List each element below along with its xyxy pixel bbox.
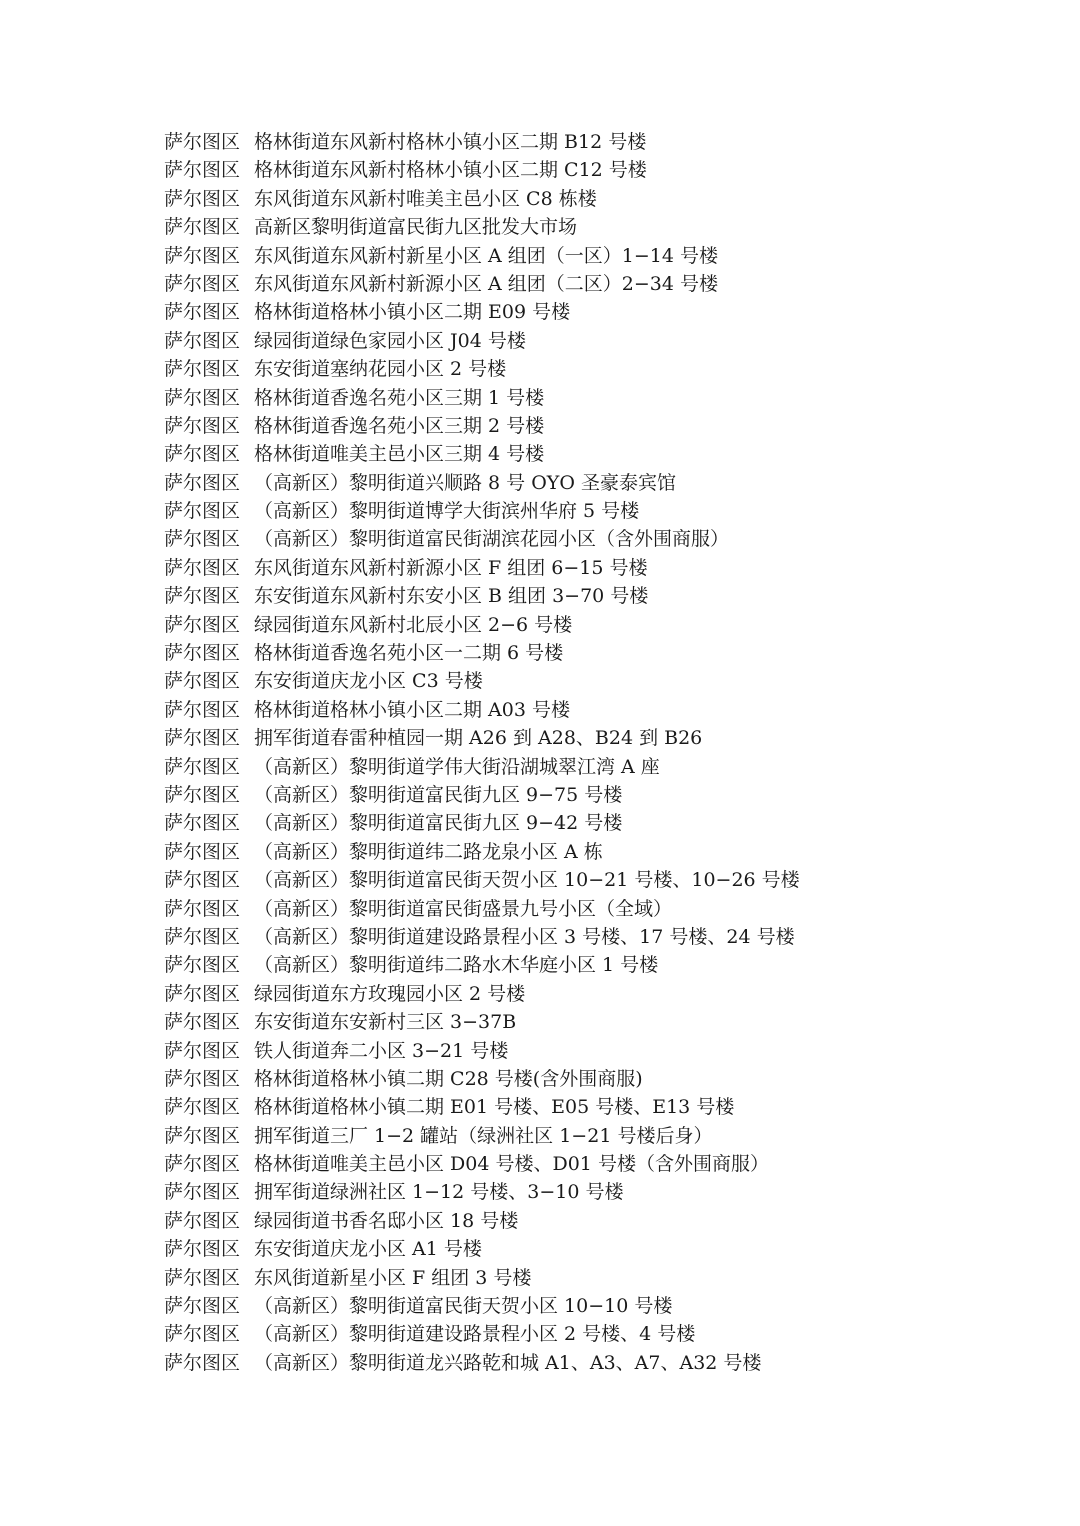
address-row <box>164 298 800 326</box>
district-label: 萨尔图区 <box>164 982 241 1005</box>
district-label: 萨尔图区 <box>164 1124 241 1147</box>
district-label: 萨尔图区 <box>164 1011 241 1034</box>
district-label: 萨尔图区 <box>164 471 241 494</box>
address-row <box>164 384 800 412</box>
address-row <box>164 781 800 809</box>
address-row <box>164 724 800 752</box>
address-detail: （高新区）黎明街道兴顺路 8 号 OYO 圣豪泰宾馆 <box>254 471 676 494</box>
address-detail: 格林街道唯美主邑小区三期 4 号楼 <box>254 443 545 466</box>
address-row <box>164 1122 800 1150</box>
address-detail: （高新区）黎明街道富民街天贺小区 10−10 号楼 <box>254 1295 673 1318</box>
district-label: 萨尔图区 <box>164 698 241 721</box>
district-label: 萨尔图区 <box>164 500 241 523</box>
address-row <box>164 1235 800 1263</box>
district-label: 萨尔图区 <box>164 358 241 381</box>
address-row <box>164 667 800 695</box>
address-detail: （高新区）黎明街道建设路景程小区 3 号楼、17 号楼、24 号楼 <box>254 925 795 948</box>
address-row <box>164 1150 800 1178</box>
address-detail: （高新区）黎明街道富民街盛景九号小区（全域） <box>254 897 673 920</box>
address-row <box>164 412 800 440</box>
district-label: 萨尔图区 <box>164 1096 241 1119</box>
district-label: 萨尔图区 <box>164 528 241 551</box>
address-row <box>164 582 800 610</box>
address-detail: （高新区）黎明街道富民街九区 9−75 号楼 <box>254 783 623 806</box>
address-row <box>164 270 800 298</box>
address-detail: 东安街道庆龙小区 C3 号楼 <box>254 670 483 693</box>
district-label: 萨尔图区 <box>164 1153 241 1176</box>
district-label: 萨尔图区 <box>164 1323 241 1346</box>
address-detail: 拥军街道绿洲社区 1−12 号楼、3−10 号楼 <box>254 1181 624 1204</box>
district-label: 萨尔图区 <box>164 272 241 295</box>
district-label: 萨尔图区 <box>164 812 241 835</box>
address-detail: 东安街道东风新村东安小区 B 组团 3−70 号楼 <box>254 585 649 608</box>
district-label: 萨尔图区 <box>164 414 241 437</box>
district-label: 萨尔图区 <box>164 1295 241 1318</box>
address-row <box>164 753 800 781</box>
address-detail: 格林街道香逸名苑小区三期 1 号楼 <box>254 386 545 409</box>
address-row <box>164 1037 800 1065</box>
address-detail: 东风街道新星小区 F 组团 3 号楼 <box>254 1266 532 1289</box>
address-detail: 东安街道东安新村三区 3−37B <box>254 1011 517 1034</box>
address-detail: 格林街道香逸名苑小区三期 2 号楼 <box>254 414 545 437</box>
district-label: 萨尔图区 <box>164 1209 241 1232</box>
address-row <box>164 185 800 213</box>
address-row <box>164 895 800 923</box>
address-detail: 拥军街道三厂 1−2 罐站（绿洲社区 1−21 号楼后身） <box>254 1124 713 1147</box>
district-label: 萨尔图区 <box>164 216 241 239</box>
address-detail: 东安街道庆龙小区 A1 号楼 <box>254 1238 482 1261</box>
address-row <box>164 980 800 1008</box>
address-row <box>164 1292 800 1320</box>
address-row <box>164 1093 800 1121</box>
address-detail: 东风街道东风新村新源小区 F 组团 6−15 号楼 <box>254 556 648 579</box>
address-detail: （高新区）黎明街道学伟大街沿湖城翠江湾 A 座 <box>254 755 660 778</box>
address-row <box>164 355 800 383</box>
address-row <box>164 1320 800 1348</box>
address-row <box>164 1349 800 1377</box>
address-detail: （高新区）黎明街道纬二路水木华庭小区 1 号楼 <box>254 954 659 977</box>
address-detail: 绿园街道东方玫瑰园小区 2 号楼 <box>254 982 526 1005</box>
address-row <box>164 866 800 894</box>
address-detail: 东风街道东风新村新星小区 A 组团（一区）1−14 号楼 <box>254 244 719 267</box>
address-row <box>164 1264 800 1292</box>
district-label: 萨尔图区 <box>164 1266 241 1289</box>
district-label: 萨尔图区 <box>164 1039 241 1062</box>
address-row <box>164 525 800 553</box>
address-detail: 格林街道香逸名苑小区一二期 6 号楼 <box>254 642 564 665</box>
address-row <box>164 1008 800 1036</box>
address-detail: 格林街道格林小镇二期 C28 号楼(含外围商服) <box>254 1067 643 1090</box>
district-label: 萨尔图区 <box>164 1067 241 1090</box>
district-label: 萨尔图区 <box>164 187 241 210</box>
address-detail: 东风街道东风新村新源小区 A 组团（二区）2−34 号楼 <box>254 272 719 295</box>
district-label: 萨尔图区 <box>164 159 241 182</box>
address-list <box>164 128 800 1377</box>
district-label: 萨尔图区 <box>164 869 241 892</box>
district-label: 萨尔图区 <box>164 386 241 409</box>
address-detail: 东安街道塞纳花园小区 2 号楼 <box>254 358 507 381</box>
address-detail: （高新区）黎明街道龙兴路乾和城 A1、A3、A7、A32 号楼 <box>254 1351 762 1374</box>
address-detail: 格林街道格林小镇小区二期 A03 号楼 <box>254 698 570 721</box>
address-detail: 东风街道东风新村唯美主邑小区 C8 栋楼 <box>254 187 597 210</box>
address-detail: 格林街道东风新村格林小镇小区二期 C12 号楼 <box>254 159 647 182</box>
district-label: 萨尔图区 <box>164 585 241 608</box>
address-detail: （高新区）黎明街道建设路景程小区 2 号楼、4 号楼 <box>254 1323 696 1346</box>
address-detail: （高新区）黎明街道纬二路龙泉小区 A 栋 <box>254 840 603 863</box>
address-row <box>164 440 800 468</box>
address-row <box>164 497 800 525</box>
address-row <box>164 611 800 639</box>
district-label: 萨尔图区 <box>164 642 241 665</box>
address-row <box>164 1065 800 1093</box>
address-detail: 高新区黎明街道富民街九区批发大市场 <box>254 216 578 239</box>
address-row <box>164 1178 800 1206</box>
address-row <box>164 923 800 951</box>
address-detail: 绿园街道绿色家园小区 J04 号楼 <box>254 329 526 352</box>
district-label: 萨尔图区 <box>164 925 241 948</box>
address-row <box>164 838 800 866</box>
address-detail: 格林街道格林小镇二期 E01 号楼、E05 号楼、E13 号楼 <box>254 1096 735 1119</box>
address-row <box>164 951 800 979</box>
district-label: 萨尔图区 <box>164 954 241 977</box>
address-row <box>164 809 800 837</box>
address-row <box>164 242 800 270</box>
address-detail: （高新区）黎明街道富民街湖滨花园小区（含外围商服） <box>254 528 730 551</box>
address-row <box>164 1207 800 1235</box>
address-detail: （高新区）黎明街道富民街天贺小区 10−21 号楼、10−26 号楼 <box>254 869 800 892</box>
address-detail: （高新区）黎明街道博学大街滨州华府 5 号楼 <box>254 500 640 523</box>
address-detail: 格林街道格林小镇小区二期 E09 号楼 <box>254 301 571 324</box>
district-label: 萨尔图区 <box>164 1238 241 1261</box>
address-detail: 铁人街道奔二小区 3−21 号楼 <box>254 1039 509 1062</box>
address-row <box>164 639 800 667</box>
district-label: 萨尔图区 <box>164 1181 241 1204</box>
address-row <box>164 469 800 497</box>
district-label: 萨尔图区 <box>164 613 241 636</box>
district-label: 萨尔图区 <box>164 1351 241 1374</box>
district-label: 萨尔图区 <box>164 755 241 778</box>
address-row <box>164 554 800 582</box>
district-label: 萨尔图区 <box>164 244 241 267</box>
address-row <box>164 696 800 724</box>
district-label: 萨尔图区 <box>164 329 241 352</box>
address-row <box>164 327 800 355</box>
district-label: 萨尔图区 <box>164 783 241 806</box>
address-row <box>164 156 800 184</box>
district-label: 萨尔图区 <box>164 727 241 750</box>
address-detail: 格林街道唯美主邑小区 D04 号楼、D01 号楼（含外围商服） <box>254 1153 769 1176</box>
address-detail: 绿园街道东风新村北辰小区 2−6 号楼 <box>254 613 573 636</box>
district-label: 萨尔图区 <box>164 301 241 324</box>
address-detail: 格林街道东风新村格林小镇小区二期 B12 号楼 <box>254 131 647 153</box>
address-detail: （高新区）黎明街道富民街九区 9−42 号楼 <box>254 812 623 835</box>
district-label: 萨尔图区 <box>164 897 241 920</box>
district-label: 萨尔图区 <box>164 131 241 153</box>
district-label: 萨尔图区 <box>164 670 241 693</box>
address-row <box>164 128 800 156</box>
address-detail: 绿园街道书香名邸小区 18 号楼 <box>254 1209 519 1232</box>
address-row <box>164 213 800 241</box>
district-label: 萨尔图区 <box>164 840 241 863</box>
district-label: 萨尔图区 <box>164 443 241 466</box>
address-detail: 拥军街道春雷种植园一期 A26 到 A28、B24 到 B26 <box>254 727 703 750</box>
district-label: 萨尔图区 <box>164 556 241 579</box>
